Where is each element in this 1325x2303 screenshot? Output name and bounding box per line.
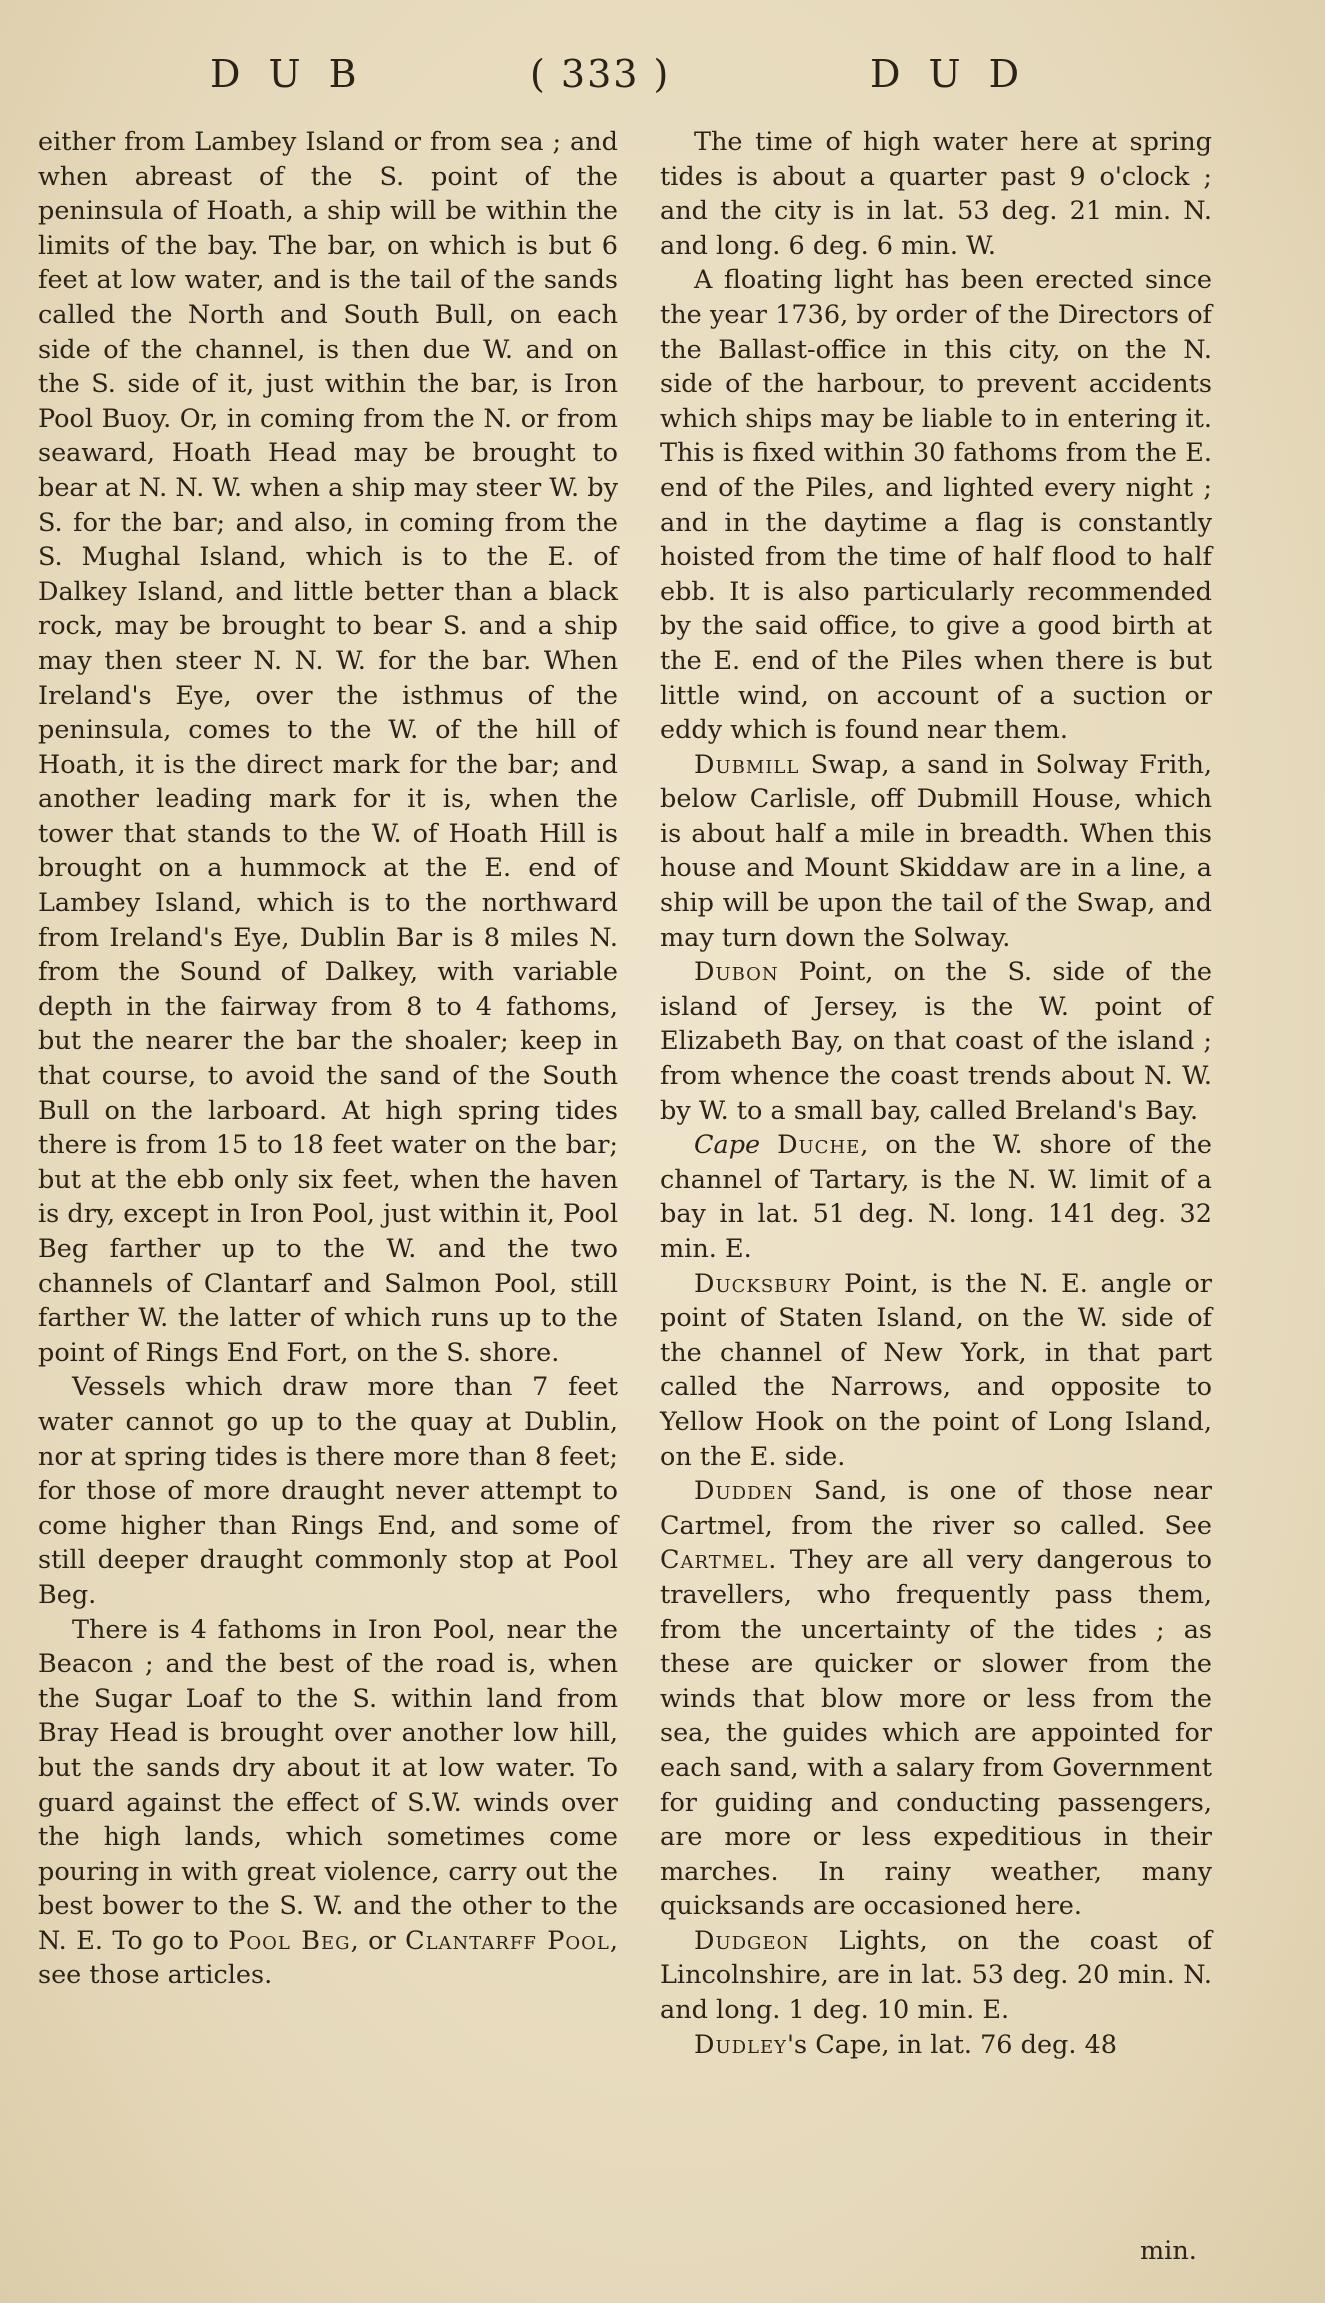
entry [660, 1474, 1212, 1924]
entry-headword: Dubon [694, 957, 779, 988]
cross-reference: Clantarff Pool [405, 1925, 610, 1956]
entry-text: 's Cape, in lat. 76 deg. 48 [787, 2029, 1118, 2060]
running-header [0, 52, 1325, 112]
entry-text: Sand, is one of those near Cartmel, from the river so called. See [660, 1476, 1212, 1541]
entry-headword: Dudley [694, 2029, 788, 2060]
paragraph-text: , or [350, 1925, 396, 1956]
entry-text: , on the W. shore of the channel of Tartary, is the N. W. limit of a bay in lat. 51 deg. N. long. 141 deg. 32 min. E. [660, 1130, 1212, 1264]
page-number: ( 333 ) [530, 52, 671, 96]
entry [660, 1924, 1212, 2028]
entry-text: Swap, a sand in Solway Frith, below Carlisle, off Dubmill House, which is about half a mile in breadth. When this house and Mount Skiddaw are in a line, a ship will be upon the tail of the Swap, and may turn down the Solway. [660, 749, 1212, 953]
entry [660, 2028, 1212, 2063]
entry-headword: Dubmill [694, 749, 800, 780]
entry [660, 1128, 1212, 1266]
cross-reference: Pool Beg [228, 1925, 351, 1956]
entry-headword: Dudgeon [694, 1925, 810, 1956]
paragraph-text: , see those articles. [38, 1925, 618, 1991]
paragraph: A floating light has been erected since the year 1736, by order of the Directors of the Ballast-office in this city, on the N. side of the harbour, to prevent accidents which ships may be liable to in entering it. This is fixed within 30 fathoms from the E. end of the Piles, and lighted every night ; and in the daytime a flag is constantly hoisted from the time of half flood to half ebb. It is also particularly recommended by the said office, to give a good birth at the E. end of the Piles when there is but little wind, on account of a suction or eddy which is found near them. [660, 265, 1212, 746]
catchword: min. [1140, 2236, 1197, 2266]
cross-reference: Cartmel [660, 1545, 769, 1576]
entry-headword: Dudden [694, 1476, 794, 1507]
entry-headword: Ducksbury [694, 1268, 832, 1299]
entry-text: Point, on the S. side of the island of Jersey, is the W. point of Elizabeth Bay, on that coast of the island ; from whence the coast trends about N. W. by W. to a small bay, called Breland's Bay. [660, 957, 1212, 1126]
paragraph [38, 1613, 618, 1994]
entry-text: Point, is the N. E. angle or point of Staten Island, on the W. side of the channel of New York, in that part called the Narrows, and opposite to Yellow Hook on the point of Long Island, on the E. side. [660, 1268, 1212, 1472]
entry-text: . They are all very dangerous to travellers, who frequently pass them, from the uncertainty of the tides ; as these are quicker or slower from the winds that blow more or less from the sea, the guides which are appointed for each sand, with a salary from Government for guiding and conducting passengers, are more or less expeditious in their marches. In rainy weather, many quicksands are occasioned here. [660, 1545, 1212, 1922]
entry [660, 955, 1212, 1128]
entry-prefix: Cape [694, 1130, 761, 1161]
paragraph: either from Lambey Island or from sea ; and when abreast of the S. point of the peninsula of Hoath, a ship will be within the limits of the bay. The bar, on which is but 6 feet at low water, and is the tail of the sands called the North and South Bull, on each side of the channel, is then due W. and on the S. side of it, just within the bar, is Iron Pool Buoy. Or, in coming from the N. or from seaward, Hoath Head may be brought to bear at N. N. W. when a ship may steer W. by S. for the bar; and also, in coming from the S. Mughal Island, which is to the E. of Dalkey Island, and little better than a black rock, may be brought to bear S. and a ship may then steer N. N. W. for the bar. When Ireland's Eye, over the isthmus of the peninsula, comes to the W. of the hill of Hoath, it is the direct mark for the bar; and another leading mark for it is, when the tower that stands to the W. of Hoath Hill is brought on a hummock at the E. end of Lambey Island, which is to the northward from Ireland's Eye, Dublin Bar is 8 miles N. from the Sound of Dalkey, with variable depth in the fairway from 8 to 4 fathoms, but the nearer the bar the shoaler; keep in that course, to avoid the sand of the South Bull on the larboard. At high spring tides there is from 15 to 18 feet water on the bar; but at the ebb only six feet, when the haven is dry, except in Iron Pool, just within it, Pool Beg farther up to the W. and the two channels of Clantarf and Salmon Pool, still farther W. the latter of which runs up to the point of Rings End Fort, on the S. shore. [38, 127, 618, 1368]
entry-text: Lights, on the coast of Lincolnshire, are in lat. 53 deg. 20 min. N. and long. 1 deg. 10 min. E. [660, 1925, 1212, 2026]
entry-headword: Duche [777, 1130, 861, 1161]
entry [660, 748, 1212, 956]
paragraph: The time of high water here at spring tides is about a quarter past 9 o'clock ; and the city is in lat. 53 deg. 21 min. N. and long. 6 deg. 6 min. W. [660, 127, 1212, 261]
entry [660, 1267, 1212, 1475]
left-column [38, 125, 618, 1993]
header-left-word: D U B [210, 52, 365, 96]
header-right-word: D U D [870, 52, 1028, 96]
paragraph: Vessels which draw more than 7 feet water cannot go up to the quay at Dublin, nor at spring tides is there more than 8 feet; for those of more draught never attempt to come higher than Rings End, and some of still deeper draught commonly stop at Pool Beg. [38, 1372, 618, 1610]
paragraph-text: There is 4 fathoms in Iron Pool, near the Beacon ; and the best of the road is, when the Sugar Loaf to the S. within land from Bray Head is brought over another low hill, but the sands dry about it at low water. To guard against the effect of S.W. winds over the high lands, which sometimes come pouring in with great violence, carry out the best bower to the S. W. and the other to the N. E. To go to [38, 1614, 618, 1956]
right-column [660, 125, 1212, 2062]
